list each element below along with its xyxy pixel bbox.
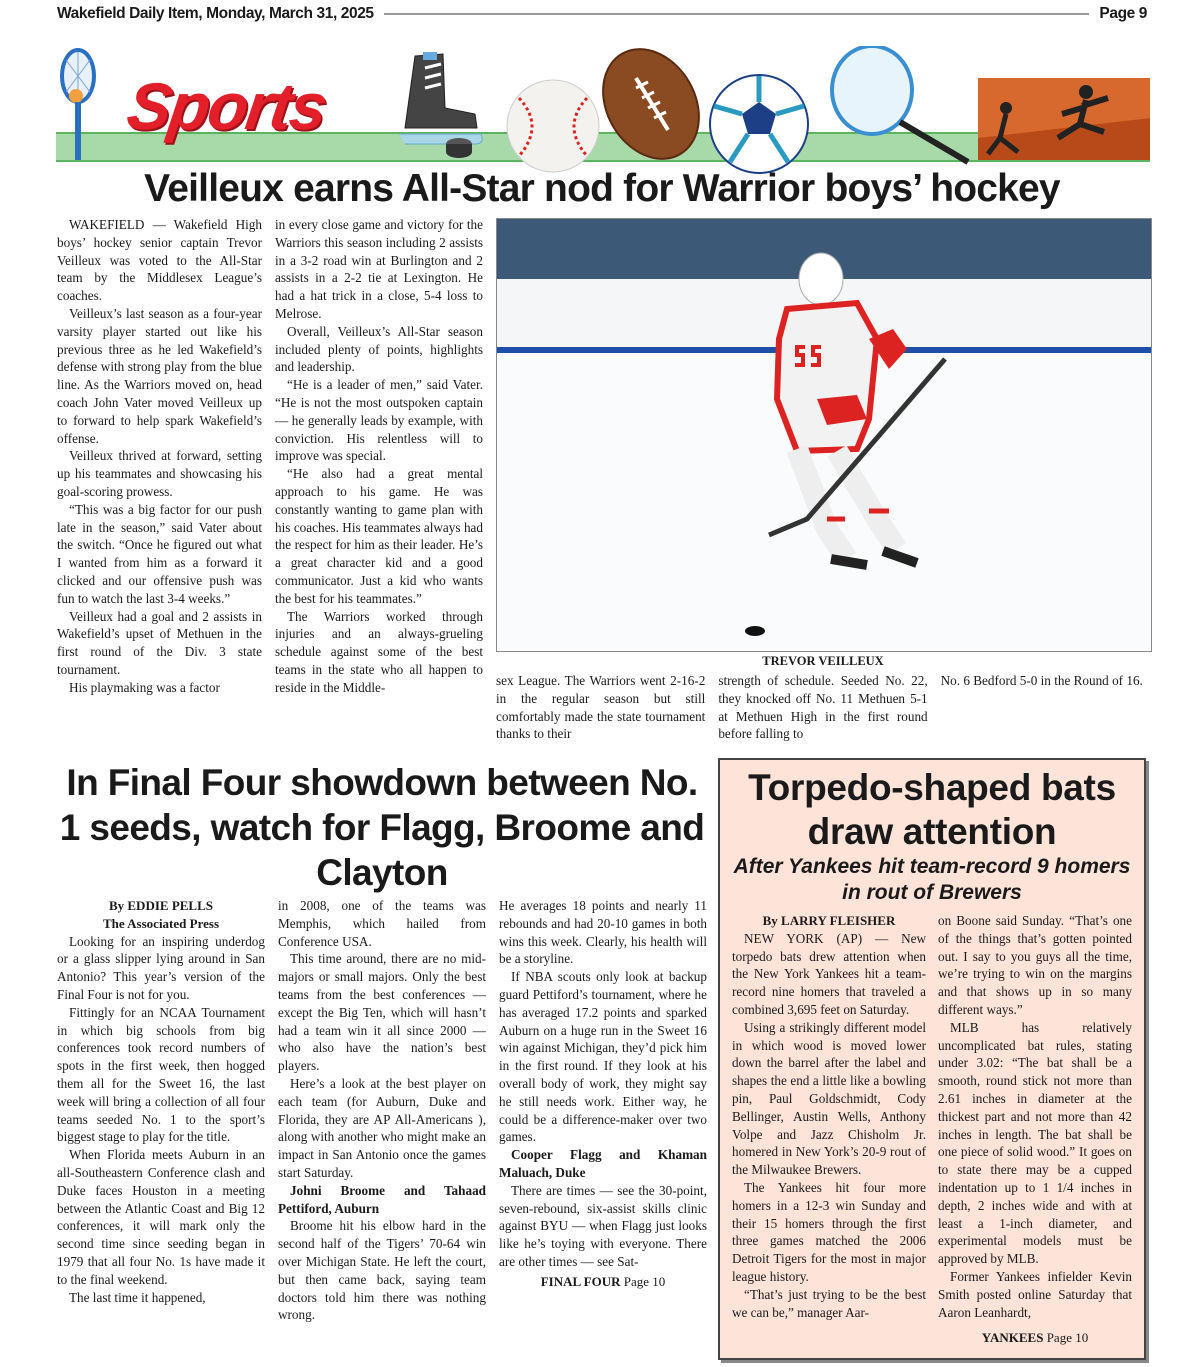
paragraph: WAKEFIELD — Wakefield High boys’ hockey senior captain Trevor Veilleux was voted to the All-Star team by the Middlesex League’s coaches. — [57, 217, 262, 304]
paragraph: strength of schedule. Seeded No. 22, they knocked off No. 11 Methuen 5-1 at Methuen High in the first round before falling to — [718, 673, 928, 742]
page-number: Page 9 — [1099, 5, 1147, 22]
paragraph: Using a strikingly different model in which wood is moved lower down the barrel after the label and shapes the end a little like a bowling pin, Paul Goldschmidt, Cody Bellinger, Austin Wells, Anthony Volpe and Jazz Chisholm Jr. homered in New York’s 20-9 rout of the Milwaukee Brewers. — [732, 1019, 926, 1178]
paragraph: Overall, Veilleux’s All-Star season included plenty of points, highlights and leadership. — [275, 323, 483, 375]
story1-column-4 — [718, 672, 927, 743]
running-head — [57, 4, 1147, 24]
jump-keyword: FINAL FOUR — [540, 1273, 621, 1289]
paragraph: in 2008, one of the teams was Memphis, which hailed from Conference USA. — [278, 898, 486, 949]
hockey-photo-illustration — [497, 219, 1151, 651]
story3-columns — [732, 912, 1132, 1347]
story1-column-1 — [57, 216, 262, 697]
paragraph: Here’s a look at the best player on each team (for Auburn, Duke and Florida, they are AP All-Americans ), along with another who might make an impact in San Antonio once the games start Saturday. — [278, 1075, 486, 1180]
paragraph: sex League. The Warriors went 2-16-2 in the regular season but still comfortably made the state tournament thanks to their — [496, 673, 706, 742]
header-rule — [384, 13, 1090, 15]
soccer-ball-icon — [708, 72, 810, 176]
byline-affiliation: The Associated Press — [102, 915, 220, 931]
story2-headline: In Final Four showdown between No. 1 seeds, watch for Flagg, Broome and Clayton — [59, 762, 705, 893]
torpedo-bats-box — [718, 758, 1146, 1360]
byline: By EDDIE PELLS — [108, 898, 214, 913]
ice-skates-icon — [385, 48, 495, 148]
hockey-player-photo — [496, 218, 1152, 652]
paragraph: MLB has relatively uncomplicated bat rules, stating under 3.02: “The bat shall be a smooth, round stick not more than 2.61 inches in diameter at the thickest part and not more than 42 inches in length. The bat shall be one piece of solid wood.” It goes on to state there may be a cupped indentation up to 1 1/4 inches in depth, 2 inches wide and with at least a 1-inch diameter, and experimental models must be approved by MLB. — [938, 1019, 1132, 1267]
puck — [745, 626, 765, 636]
story1-column-3 — [496, 672, 705, 743]
subhead: Johni Broome and Tahaad Pettiford, Auburn — [278, 1182, 486, 1216]
subhead: Cooper Flagg and Khaman Maluach, Duke — [499, 1147, 707, 1180]
paragraph: This time around, there are no mid-majors or small majors. Only the best teams from the best conferences — except the Big Ten, which will hasn’t had a team win it all since 2000 — who also have the nation’s best players. — [278, 951, 486, 1074]
story2-column-1 — [57, 897, 265, 1324]
paragraph: He averages 18 points and nearly 11 rebounds and had 20-10 games in both wins this week. Clearly, his health will be a storyline. — [499, 898, 707, 967]
paragraph: The Yankees hit four more homers in a 12-3 win Sunday and their 15 homers through the first three games matched the 2006 Detroit Tigers for the most in major league history. — [732, 1179, 926, 1284]
jump-page: Page 10 — [623, 1273, 666, 1289]
paragraph: Broome hit his elbow hard in the second half of the Tigers’ 70-64 win over Michigan State. He left the court, but then came back, saying team doctors told him there was nothing wrong. — [278, 1218, 486, 1323]
paragraph: Looking for an inspiring underdog or a glass slipper lying around in San Antonio? This year’s version of the Final Four is not for you. — [57, 933, 265, 1002]
paragraph: “He is a leader of men,” said Vater. “He is not the most outspoken captain — he generally leads by example, with conviction. His relentless will to improve was special. — [275, 377, 483, 464]
section-title: Sports — [122, 69, 331, 143]
story3-headline: Torpedo-shaped bats draw attention — [748, 767, 1116, 852]
story3-column-2 — [938, 912, 1132, 1347]
paragraph: in every close game and victory for the Warriors this season including 2 assists in a 3-2 road win at Burlington and 2 assists in a 2-2 tie at Lexington. He had a hat trick in a close, 5-4 loss to Melrose. — [275, 217, 483, 321]
hockey-puck-icon — [444, 136, 474, 158]
football-icon — [592, 44, 710, 164]
paragraph: No. 6 Bedford 5-0 in the Round of 16. — [940, 673, 1143, 688]
paragraph: His playmaking was a factor — [69, 679, 220, 695]
lacrosse-stick-icon — [56, 48, 100, 160]
publication-line: Wakefield Daily Item, Monday, March 31, 2025 — [57, 5, 374, 22]
paragraph: If NBA scouts only look at backup guard Pettiford’s tournament, where he has averaged 17.2 points and sparked Auburn on a huge run in the Sweet 16 win against Michigan, they’d pick him in the first round. If they look at his overall body of work, they might say he still needs work. Either way, he could be a difference-maker over two games. — [499, 969, 707, 1145]
paragraph: Fittingly for an NCAA Tournament in which big schools from big conferences took record numbers of spots in the first week, then hogged them all for the Sweet 16, the last week will bring a collection of all four teams seeded No. 1 to the sport’s biggest stage to play for the title. — [57, 1004, 265, 1145]
paragraph: Veilleux thrived at forward, setting up his teammates and showcasing his goal-scoring prowess. — [57, 448, 262, 499]
paragraph: “He also had a great mental approach to his game. He was constantly wanting to game plan with his coaches. His teammates always had the respect for him as their leader. He’s a great character kid and a good communicator. Just a kid who wants the best for his teammates.” — [275, 466, 483, 606]
photo-caption: TREVOR VEILLEUX — [762, 654, 884, 668]
jump-page: Page 10 — [1046, 1330, 1089, 1346]
jump-line-yankees[interactable] — [938, 1329, 1132, 1347]
jump-line-final-four[interactable] — [499, 1273, 707, 1291]
baseball-icon — [505, 78, 601, 174]
paragraph: There are times — see the 30-point, seven-rebound, six-assist skills clinic against BYU — when Flagg just looks like he’s toying with everyone. There are other times — see Sat- — [499, 1182, 707, 1269]
story3-column-1 — [732, 912, 926, 1347]
story2-column-2 — [278, 897, 486, 1324]
paragraph: The last time it happened, — [69, 1289, 206, 1305]
story1-column-5 — [941, 672, 1150, 743]
paragraph: The Warriors worked through injuries and an always-grueling schedule against some of the best teams in the state who all happen to reside in the Middle- — [275, 608, 483, 695]
story1-headline: Veilleux earns All-Star nod for Warrior boys’ hockey — [144, 167, 1060, 210]
paragraph: Former Yankees infielder Kevin Smith posted online Saturday that Aaron Leanhardt, — [938, 1268, 1132, 1320]
paragraph: When Florida meets Auburn in an all-Southeastern Conference clash and Duke faces Houston in a meeting between the Atlantic Coast and Big 12 conferences, it will mark only the second time since seeding began in 1979 that all four No. 1s have made it to the final weekend. — [57, 1147, 265, 1287]
paragraph: on Boone said Sunday. “That’s one of the things that’s gotten pointed out. I say to you guys all the time, we’re trying to win on the margins and that shows up in so many different ways.” — [938, 913, 1132, 1017]
jump-keyword: YANKEES — [981, 1330, 1044, 1346]
paragraph: “That’s just trying to be the best we can be,” manager Aar- — [732, 1286, 926, 1320]
story2 — [57, 760, 707, 1324]
sports-banner — [0, 40, 1200, 160]
story2-column-3 — [499, 897, 707, 1324]
byline: By LARRY FLEISHER — [762, 913, 896, 928]
paragraph: Veilleux had a goal and 2 assists in Wakefield’s upset of Methuen in the first round of the Div. 3 state tournament. — [57, 608, 262, 677]
tennis-racket-icon — [820, 46, 980, 166]
hurdler-icon — [978, 78, 1150, 160]
story1-column-2 — [275, 216, 483, 697]
story1-continuation-row — [496, 672, 1150, 743]
paragraph: NEW YORK (AP) — New torpedo bats drew attention when the New York Yankees hit a team-record nine homers that traveled a combined 3,695 feet on Saturday. — [732, 930, 926, 1017]
paragraph: “This was a big factor for our push late in the season,” said Vater about the switch. “Once he figured out what I wanted from him as a forward it clicked and our offensive push was fun to watch the last 3-4 weeks.” — [57, 501, 262, 606]
story3-subheadline: After Yankees hit team-record 9 homers in rout of Brewers — [733, 855, 1131, 904]
story2-columns — [57, 897, 707, 1324]
paragraph: Veilleux’s last season as a four-year varsity player started out like his previous three as he led Wakefield’s defense with strong play from the blue line. As the Warriors moved on, head coach John Vater moved Veilleux up to forward to help spark Wakefield’s offense. — [57, 305, 262, 446]
